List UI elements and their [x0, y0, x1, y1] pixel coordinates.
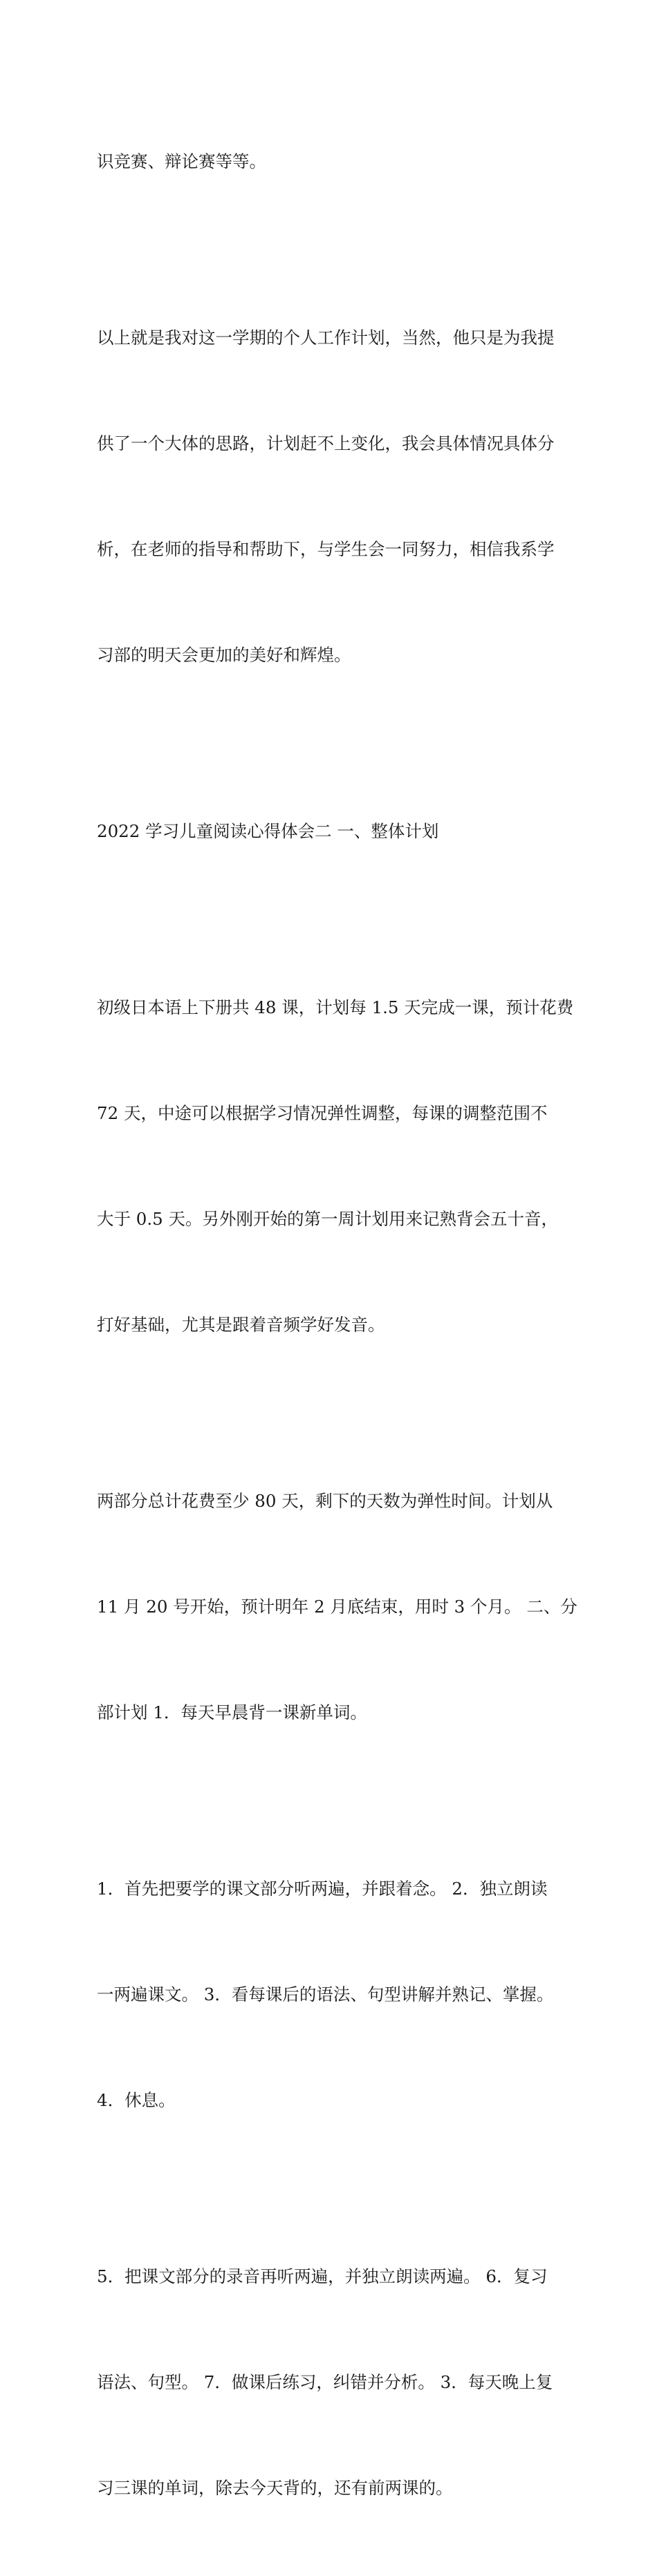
text-line: 2022 学习儿童阅读心得体会二 一、整体计划 [97, 821, 439, 841]
text-line: 大于 0.5 天。另外刚开始的第一周计划用来记熟背会五十音， [97, 1209, 559, 1229]
text-line: 1．首先把要学的课文部分听两遍，并跟着念。 2．独立朗读 [97, 1879, 548, 1899]
text-line: 打好基础，尤其是跟着音频学好发音。 [97, 1315, 385, 1335]
text-line: 4．休息。 [97, 2090, 176, 2110]
text-line: 初级日本语上下册共 48 课，计划每 1.5 天完成一课，预计花费 [97, 997, 574, 1017]
paragraph-5 [97, 1801, 574, 2188]
paragraph-1 [97, 73, 574, 250]
paragraph-6 [97, 2188, 574, 2576]
document-body [97, 73, 577, 2576]
text-line: 供了一个大体的思路，计划赶不上变化，我会具体情况具体分 [97, 433, 555, 453]
text-line: 72 天，中途可以根据学习情况弹性调整，每课的调整范围不 [97, 1103, 548, 1123]
text-line: 部计划 1．每天早晨背一课新单词。 [97, 1702, 367, 1722]
paragraph-3 [97, 919, 574, 1413]
text-line: 语法、句型。 7．做课后练习，纠错并分析。 3．每天晚上复 [97, 2372, 553, 2392]
text-line: 5．把课文部分的录音再听两遍，并独立朗读两遍。 6．复习 [97, 2266, 548, 2286]
section-heading [97, 743, 574, 919]
text-line: 11 月 20 号开始，预计明年 2 月底结束，用时 3 个月。 二、分 [97, 1597, 577, 1617]
text-line: 析，在老师的指导和帮助下，与学生会一同努力，相信我系学 [97, 539, 555, 559]
paragraph-2 [97, 250, 574, 743]
text-line: 习部的明天会更加的美好和辉煌。 [97, 645, 351, 665]
text-line: 两部分总计花费至少 80 天，剩下的天数为弹性时间。计划从 [97, 1491, 553, 1511]
text-line: 一两遍课文。 3．看每课后的语法、句型讲解并熟记、掌握。 [97, 1984, 554, 2004]
text-line: 习三课的单词，除去今天背的，还有前两课的。 [97, 2478, 453, 2498]
text-line: 以上就是我对这一学期的个人工作计划，当然，他只是为我提 [97, 328, 555, 348]
text-line: 识竞赛、辩论赛等等。 [97, 151, 266, 171]
paragraph-4 [97, 1413, 577, 1801]
